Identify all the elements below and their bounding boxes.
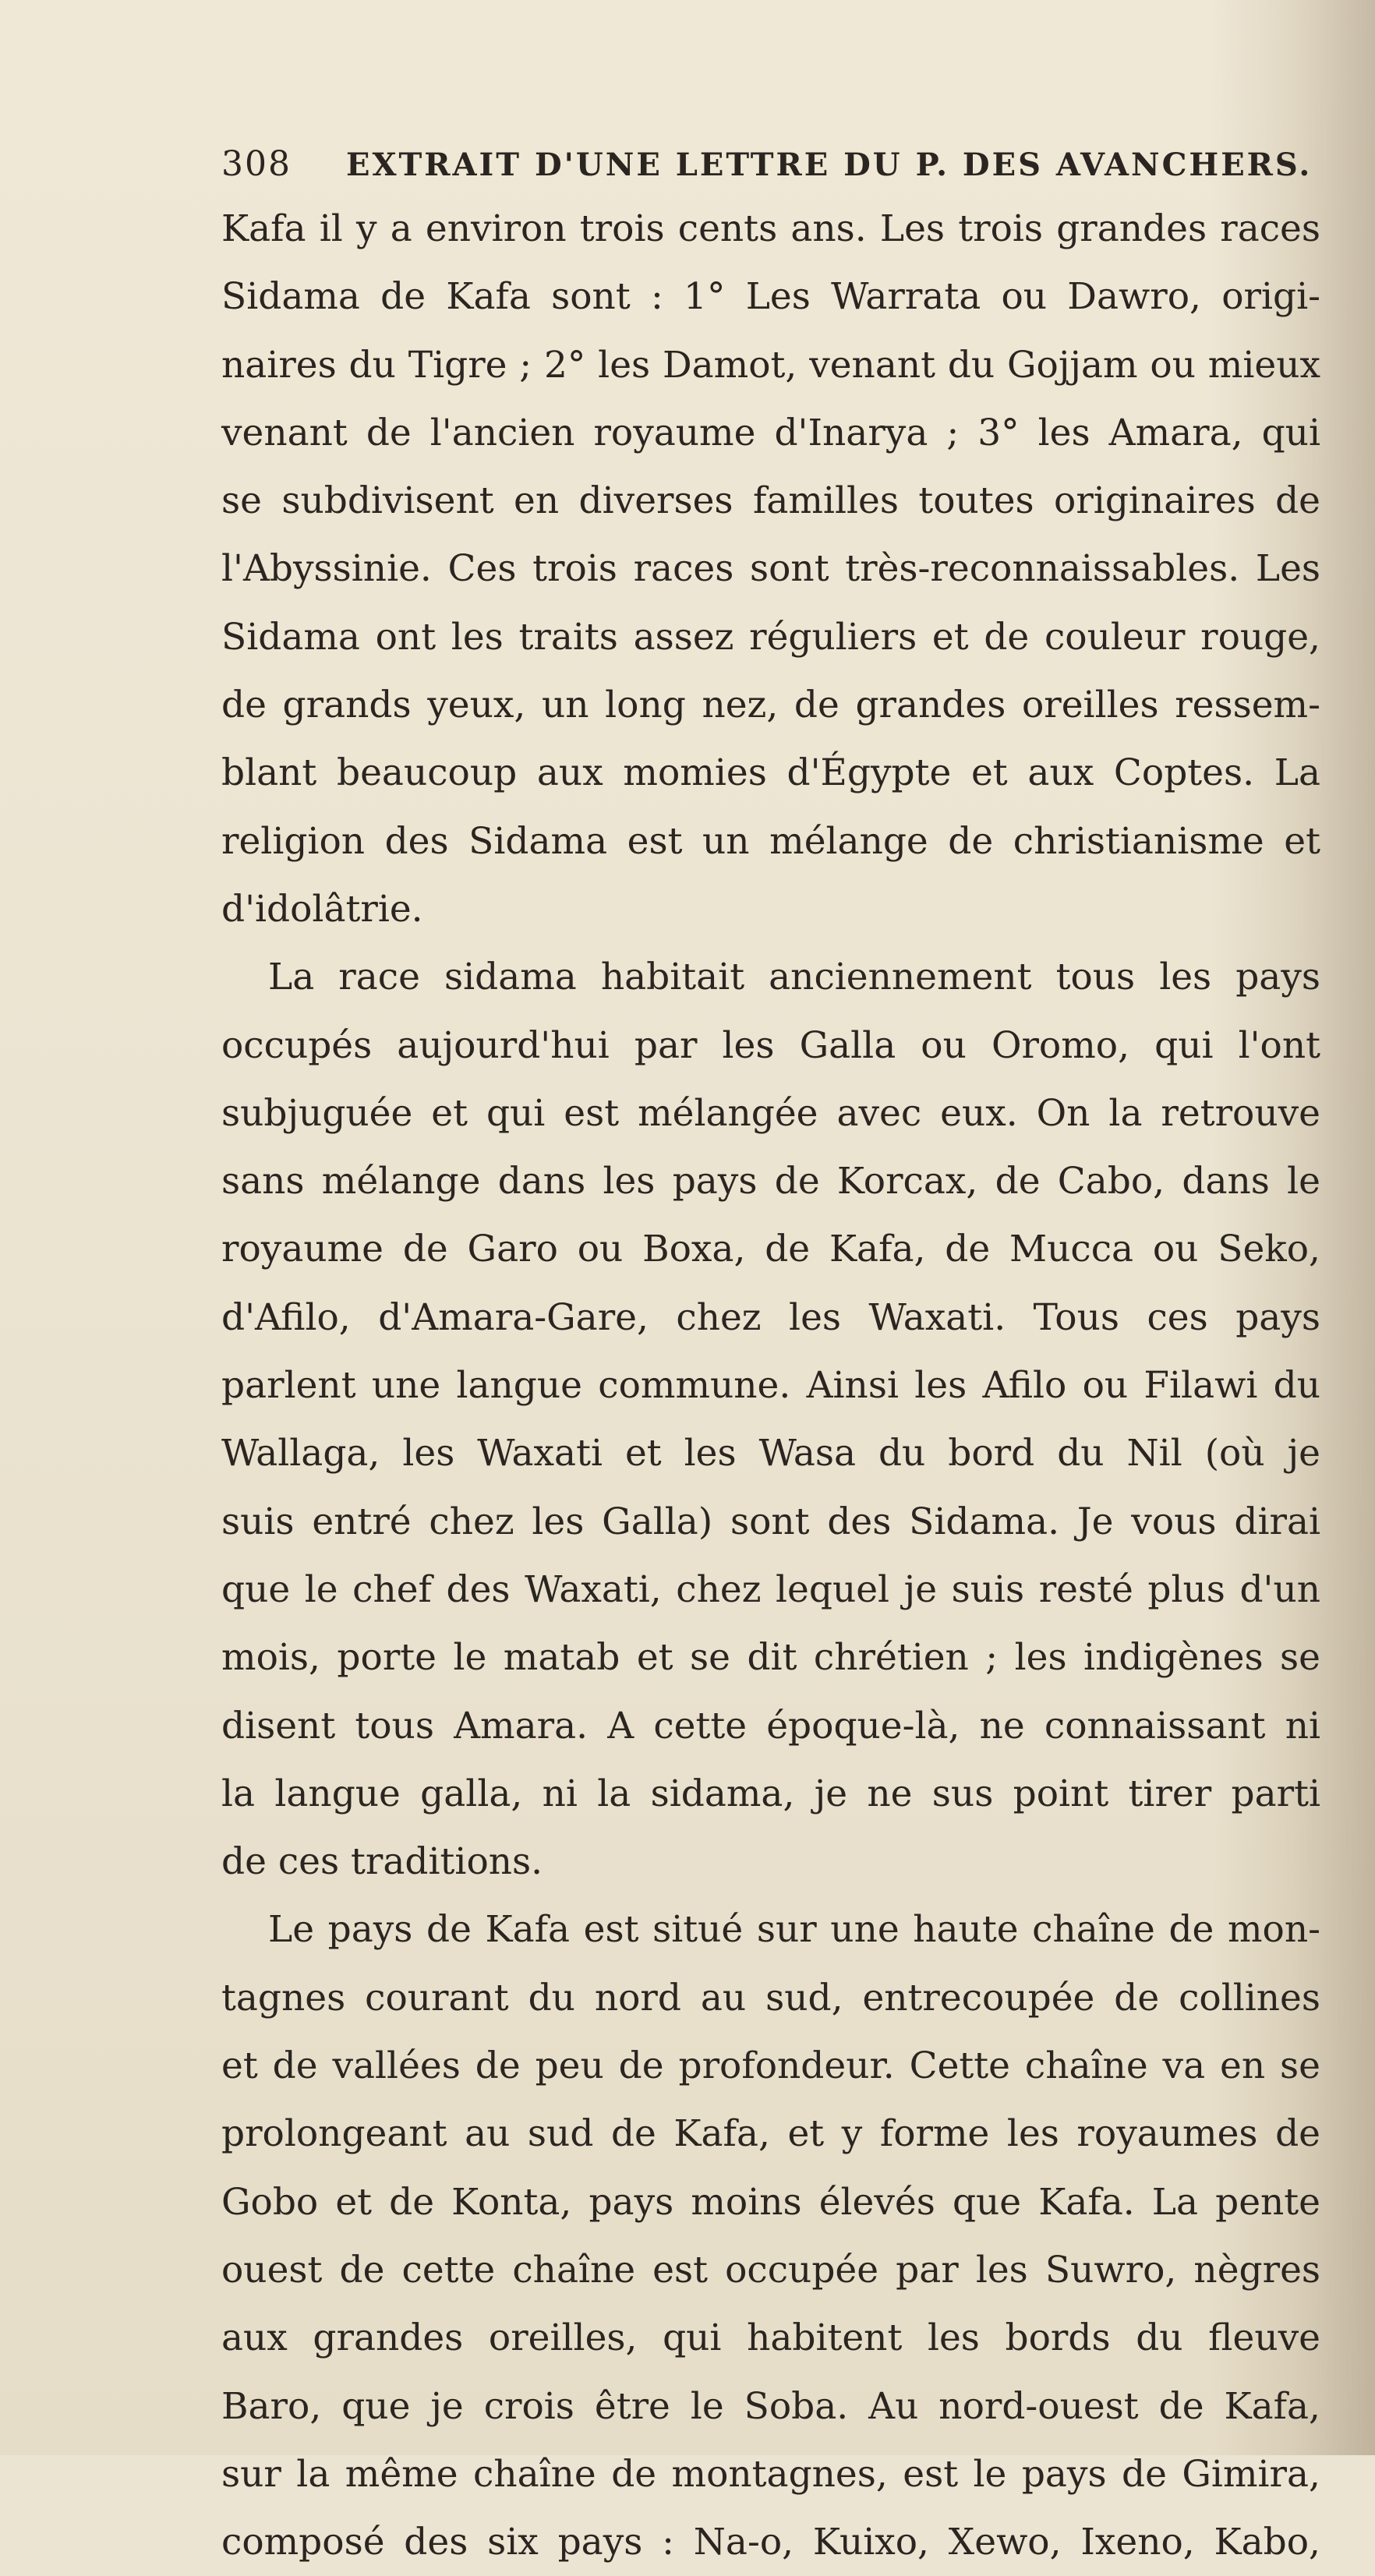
text-line: mois, porte le matab et se dit chrétien ; les indigènes se — [221, 1636, 1320, 1680]
text-line: sans mélange dans les pays de Korcax, de Cabo, dans le — [221, 1160, 1320, 1203]
running-head — [221, 137, 1313, 192]
page-number: 308 — [221, 144, 292, 184]
text-line: occupés aujourd'hui par les Galla ou Oromo, qui l'ont — [221, 1023, 1320, 1067]
text-line: composé des six pays : Na-o, Kuixo, Xewo, Ixeno, Kabo, — [221, 2521, 1320, 2564]
paragraph-start-line: Le pays de Kafa est situé sur une haute chaîne de mon- — [268, 1908, 1320, 1952]
text-line: aux grandes oreilles, qui habitent les bords du fleuve — [221, 2316, 1320, 2360]
body-text — [221, 195, 1320, 2576]
text-line: Kafa il y a environ trois cents ans. Les trois grandes races — [221, 207, 1320, 250]
text-line: Sidama ont les traits assez réguliers et de couleur rouge, — [221, 615, 1320, 659]
text-line: ouest de cette chaîne est occupée par les Suwro, nègres — [221, 2248, 1320, 2292]
text-line: disent tous Amara. A cette époque-là, ne connaissant ni — [221, 1704, 1320, 1747]
paragraph-end-line: d'idolâtrie. — [221, 887, 423, 931]
text-line: royaume de Garo ou Boxa, de Kafa, de Mucca ou Seko, — [221, 1228, 1320, 1271]
text-line: se subdivisent en diverses familles toutes originaires de — [221, 479, 1320, 523]
text-line: Wallaga, les Waxati et les Wasa du bord du Nil (où je — [221, 1432, 1320, 1475]
text-line: parlent une langue commune. Ainsi les Afilo ou Filawi du — [221, 1364, 1320, 1408]
running-title: EXTRAIT D'UNE LETTRE DU P. DES AVANCHERS. — [345, 147, 1313, 183]
text-line: suis entré chez les Galla) sont des Sidama. Je vous dirai — [221, 1500, 1320, 1543]
text-line: tagnes courant du nord au sud, entrecoupée de collines — [221, 1976, 1320, 2019]
text-line: blant beaucoup aux momies d'Égypte et aux Coptes. La — [221, 751, 1320, 795]
paragraph-end-line: de ces traditions. — [221, 1840, 543, 1884]
text-line: venant de l'ancien royaume d'Inarya ; 3° les Amara, qui — [221, 411, 1320, 454]
text-line: subjuguée et qui est mélangée avec eux. On la retrouve — [221, 1091, 1320, 1135]
text-line: naires du Tigre ; 2° les Damot, venant du Gojjam ou mieux — [221, 343, 1320, 387]
paragraph-start-line: La race sidama habitait anciennement tous les pays — [268, 956, 1320, 999]
text-line: d'Afilo, d'Amara-Gare, chez les Waxati. Tous ces pays — [221, 1295, 1320, 1339]
text-line: Gobo et de Konta, pays moins élevés que Kafa. La pente — [221, 2180, 1320, 2224]
text-line: et de vallées de peu de profondeur. Cette chaîne va en se — [221, 2044, 1320, 2088]
text-line: sur la même chaîne de montagnes, est le pays de Gimira, — [221, 2452, 1320, 2496]
text-line: Sidama de Kafa sont : 1° Les Warrata ou Dawro, origi- — [221, 275, 1320, 319]
text-line: que le chef des Waxati, chez lequel je suis resté plus d'un — [221, 1567, 1320, 1611]
text-line: l'Abyssinie. Ces trois races sont très-reconnaissables. Les — [221, 547, 1320, 591]
text-line: de grands yeux, un long nez, de grandes oreilles ressem- — [221, 684, 1320, 727]
text-line: religion des Sidama est un mélange de christianisme et — [221, 819, 1320, 863]
text-line: prolongeant au sud de Kafa, et y forme les royaumes de — [221, 2112, 1320, 2156]
text-line: la langue galla, ni la sidama, je ne sus point tirer parti — [221, 1772, 1320, 1815]
text-line: Baro, que je crois être le Soba. Au nord-ouest de Kafa, — [221, 2384, 1320, 2428]
